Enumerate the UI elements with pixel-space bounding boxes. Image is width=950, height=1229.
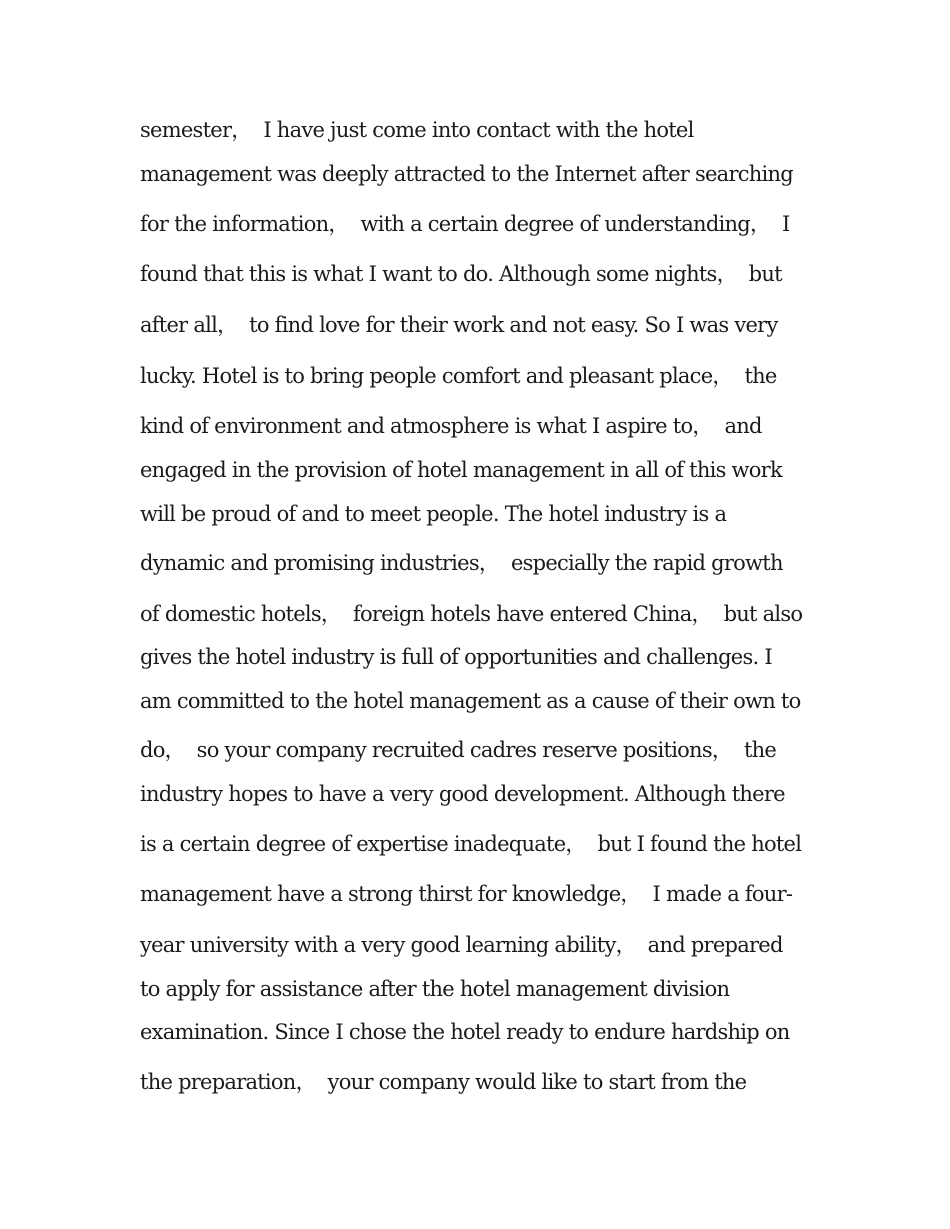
text-line: lucky. Hotel is to bring people comfort and pleasant place， the <box>140 364 777 388</box>
text-line: of domestic hotels， foreign hotels have entered China， but also <box>140 602 803 626</box>
text-line: found that this is what I want to do. Although some nights， but <box>140 262 782 286</box>
text-line: for the information， with a certain degree of understanding， I <box>140 212 790 236</box>
text-line: will be proud of and to meet people. The hotel industry is a <box>140 502 727 526</box>
text-line: is a certain degree of expertise inadequate， but I found the hotel <box>140 832 802 856</box>
text-line: management have a strong thirst for knowledge， I made a four- <box>140 882 793 906</box>
text-line: dynamic and promising industries， especially the rapid growth <box>140 551 783 575</box>
text-line: engaged in the provision of hotel management in all of this work <box>140 458 782 482</box>
text-line: after all， to find love for their work and not easy. So I was very <box>140 313 778 337</box>
text-line: to apply for assistance after the hotel management division <box>140 977 730 1001</box>
text-line: year university with a very good learning ability， and prepared <box>140 933 783 957</box>
text-line: examination. Since I chose the hotel ready to endure hardship on <box>140 1020 790 1044</box>
text-line: semester， I have just come into contact with the hotel <box>140 118 694 142</box>
text-line: am committed to the hotel management as a cause of their own to <box>140 689 801 713</box>
text-line: industry hopes to have a very good development. Although there <box>140 782 785 806</box>
text-line: kind of environment and atmosphere is what I aspire to， and <box>140 414 762 438</box>
text-line: gives the hotel industry is full of opportunities and challenges. I <box>140 645 772 669</box>
text-line: the preparation， your company would like to start from the <box>140 1070 747 1094</box>
text-line: do， so your company recruited cadres reserve positions， the <box>140 738 777 762</box>
text-line: management was deeply attracted to the Internet after searching <box>140 162 793 186</box>
